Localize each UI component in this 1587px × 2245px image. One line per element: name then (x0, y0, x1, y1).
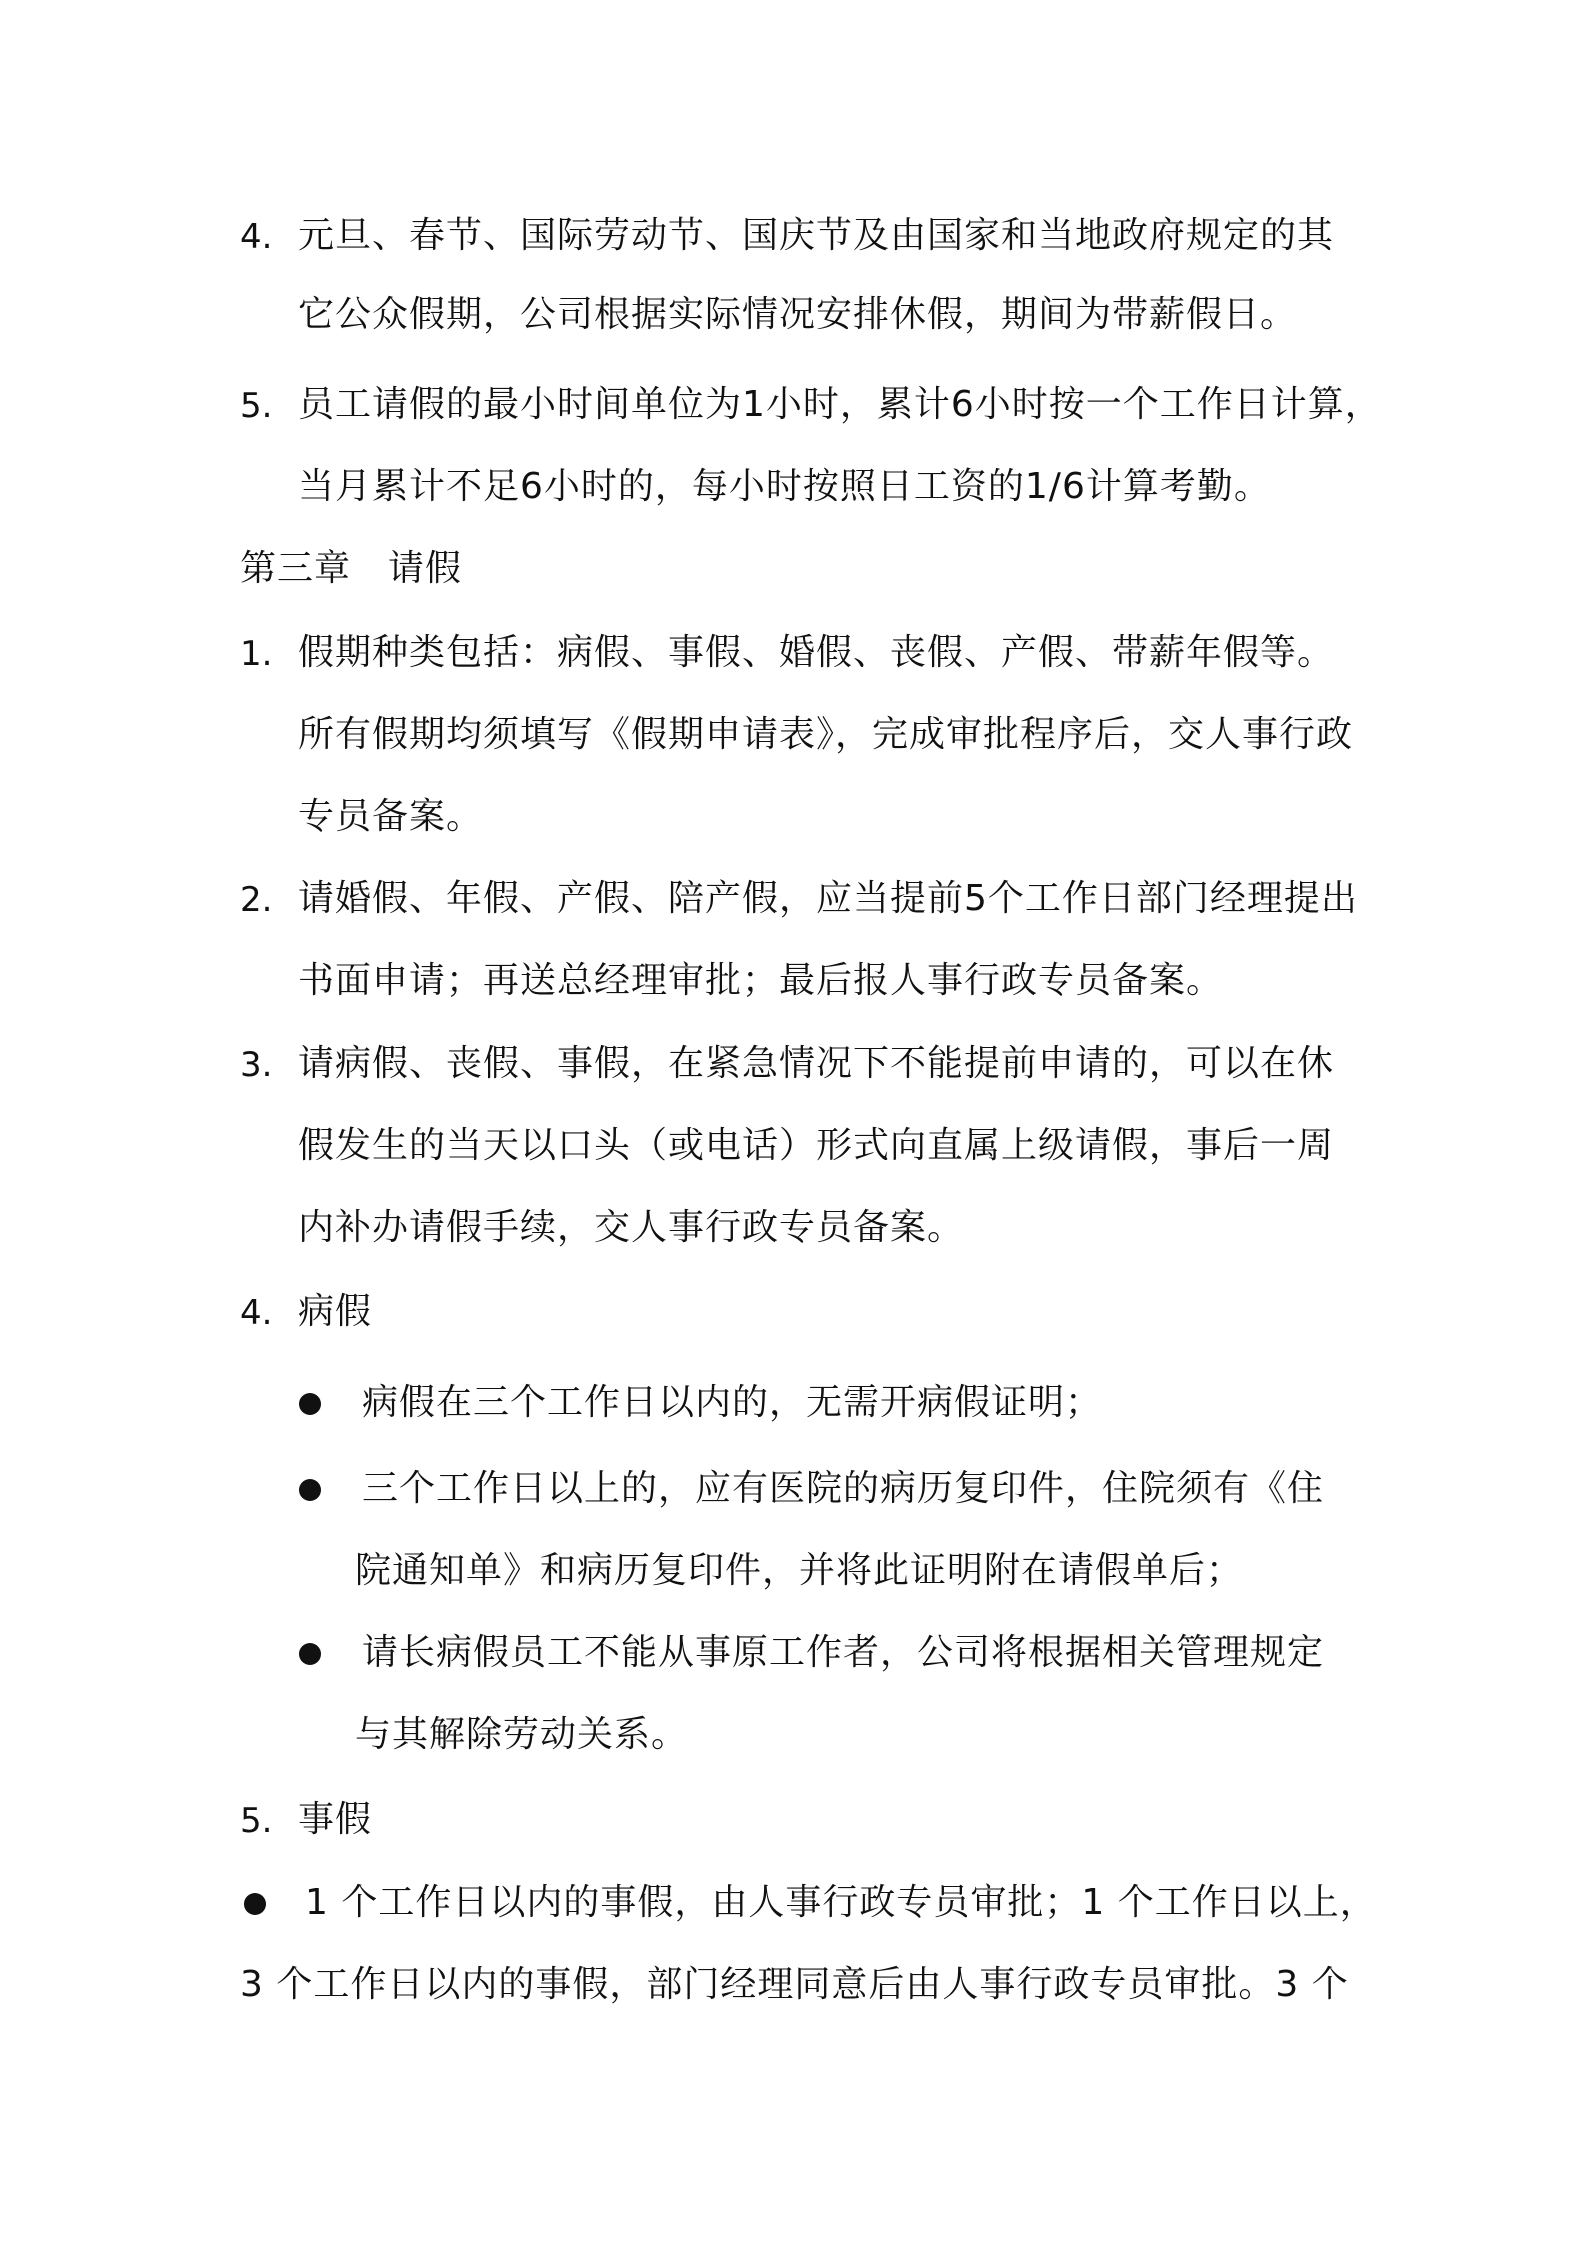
chapter-title: 第三章 请假 (240, 548, 463, 589)
list-number: 4. (240, 217, 273, 257)
list-number: 2. (240, 880, 273, 920)
bullet-dot-icon (299, 1643, 321, 1665)
paragraph-line: 内补办请假手续，交人事行政专员备案。 (298, 1207, 965, 1248)
paragraph-line: 专员备案。 (298, 796, 484, 837)
bullet-line: 与其解除劳动关系。 (355, 1714, 689, 1755)
bullet-line: 请长病假员工不能从事原工作者，公司将根据相关管理规定 (362, 1632, 1325, 1673)
subsection-heading: 事假 (298, 1799, 373, 1840)
bullet-dot-icon (299, 1393, 321, 1415)
paragraph-line: 假期种类包括：病假、事假、婚假、丧假、产假、带薪年假等。 (298, 632, 1335, 673)
bullet-line: 三个工作日以上的，应有医院的病历复印件，住院须有《住 (362, 1468, 1325, 1509)
paragraph-line: 当月累计不足6小时的，每小时按照日工资的1/6计算考勤。 (298, 466, 1271, 507)
bullet-line: 院通知单》和病历复印件，并将此证明附在请假单后； (355, 1550, 1244, 1591)
paragraph-line: 请病假、丧假、事假，在紧急情况下不能提前申请的，可以在休 (298, 1043, 1335, 1084)
bullet-dot-icon (244, 1893, 266, 1915)
bullet-dot-icon (299, 1479, 321, 1501)
paragraph-line: 元旦、春节、国际劳动节、国庆节及由国家和当地政府规定的其 (298, 215, 1335, 256)
list-number: 3. (240, 1045, 273, 1085)
paragraph-line: 书面申请；再送总经理审批；最后报人事行政专员备案。 (298, 960, 1224, 1001)
paragraph-line: 请婚假、年假、产假、陪产假，应当提前5个工作日部门经理提出 (298, 878, 1358, 919)
subsection-heading: 病假 (298, 1291, 373, 1332)
list-number: 5. (240, 1801, 273, 1841)
paragraph-line: 3 个工作日以内的事假，部门经理同意后由人事行政专员审批。3 个 (240, 1964, 1349, 2005)
paragraph-line: 员工请假的最小时间单位为1小时，累计6小时按一个工作日计算， (298, 384, 1382, 425)
bullet-line: 1 个工作日以内的事假，由人事行政专员审批；1 个工作日以上， (305, 1882, 1377, 1923)
paragraph-line: 所有假期均须填写《假期申请表》，完成审批程序后，交人事行政 (298, 714, 1354, 755)
list-number: 4. (240, 1293, 273, 1333)
paragraph-line: 它公众假期，公司根据实际情况安排休假，期间为带薪假日。 (298, 294, 1298, 335)
list-number: 5. (240, 386, 273, 426)
bullet-line: 病假在三个工作日以内的，无需开病假证明； (362, 1382, 1103, 1423)
list-number: 1. (240, 634, 273, 674)
paragraph-line: 假发生的当天以口头（或电话）形式向直属上级请假，事后一周 (298, 1125, 1335, 1166)
